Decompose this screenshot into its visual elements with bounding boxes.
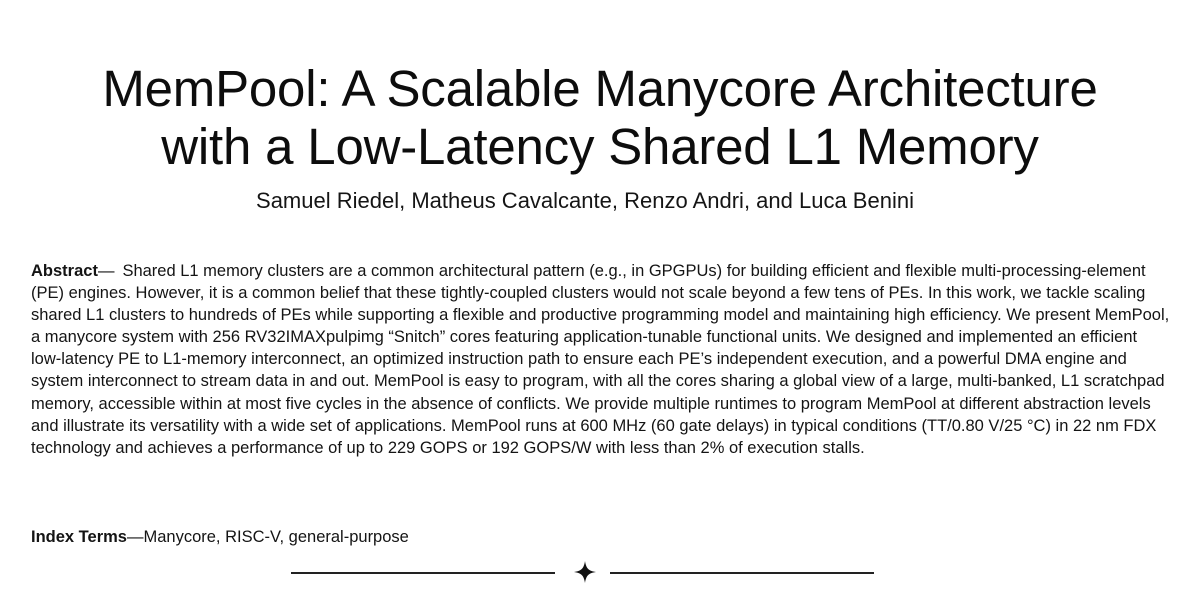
four-point-star-icon xyxy=(573,560,597,584)
abstract-text: Shared L1 memory clusters are a common architectural pattern (e.g., in GPGPUs) for building efficient and flexible multi-processing-element (PE) engines. However, it is a common belief that these tightly-coupled clusters would not scale beyond a few tens of PEs. In this work, we tackle scaling shared L1 clusters to hundreds of PEs while supporting a flexible and productive programming model and maintaining high efficiency. We present MemPool, a manycore system with 256 RV32IMAXpulpimg “Snitch” cores featuring application-tunable functional units. We designed and implemented an efficient low-latency PE to L1-memory interconnect, an optimized instruction path to ensure each PE’s independent execution, and a powerful DMA engine and system interconnect to stream data in and out. MemPool is easy to program, with all the cores sharing a global view of a large, multi-banked, L1 scratchpad memory, accessible within at most five cycles in the absence of conflicts. We provide multiple runtimes to program MemPool at different abstraction levels and illustrate its versatility with a wide set of applications. MemPool runs at 600 MHz (60 gate delays) in typical conditions (TT/0.80 V/25 °C) in 22 nm FDX technology and achieves a performance of up to 229 GOPS or 192 GOPS/W with less than 2% of execution stalls. xyxy=(31,262,1170,457)
title-line-2: with a Low-Latency Shared L1 Memory xyxy=(161,118,1039,176)
index-terms-dash: — xyxy=(126,528,144,546)
abstract-paragraph xyxy=(31,260,1171,459)
index-terms-label: Index Terms xyxy=(31,528,127,546)
author-list: Samuel Riedel, Matheus Cavalcante, Renzo Andri, and Luca Benini xyxy=(256,188,914,213)
paper-title xyxy=(0,60,1200,176)
section-divider-left xyxy=(291,572,555,574)
index-terms-text: Manycore, RISC-V, general-purpose xyxy=(143,528,409,546)
abstract-dash: — xyxy=(97,262,115,280)
abstract-label: Abstract xyxy=(31,262,98,280)
section-divider-right xyxy=(610,572,874,574)
index-terms xyxy=(31,526,1171,548)
title-line-1: MemPool: A Scalable Manycore Architecture xyxy=(102,60,1098,118)
